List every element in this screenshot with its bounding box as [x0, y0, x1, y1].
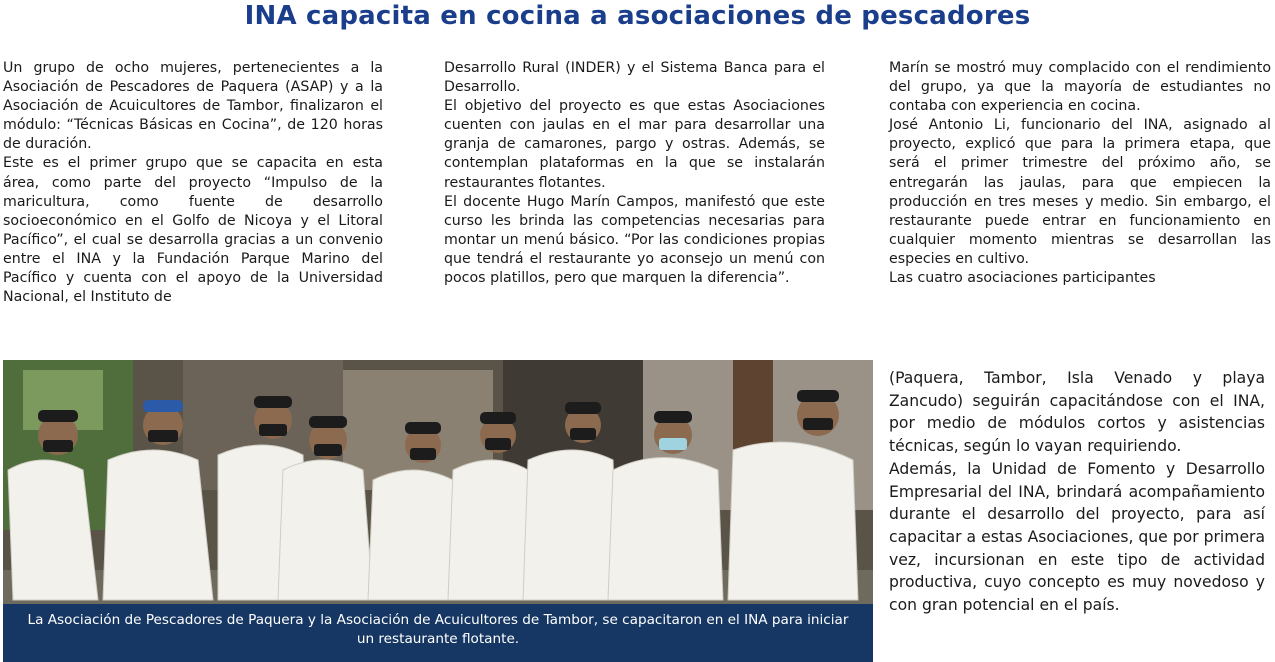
paragraph: Un grupo de ocho mujeres, pertenecientes a la Asociación de Pescadores de Paquera (ASAP) y a la Asociación de Acuicultores de Tambor, finalizaron el módulo: “Técnicas Básicas en Cocina”, de 120 horas de duración. [3, 60, 383, 153]
article-headline: INA capacita en cocina a asociaciones de pescadores [244, 1, 1031, 31]
paragraph: Este es el primer grupo que se capacita en esta área, como parte del proyecto “Impulso de la maricultura, como fuente de desarrollo socioeconómico en el Golfo de Nicoya y el Litoral Pacífico”, el cual se desarrolla gracias a un convenio entre el INA y la Fundación Parque Marino del Pacífico y cuenta con el apoyo de la Universidad Nacional, el Instituto de [3, 155, 383, 306]
article-column-3 [889, 59, 1271, 288]
paragraph: El objetivo del proyecto es que estas Asociaciones cuenten con jaulas en el mar para desarrollar una granja de camarones, pargo y ostras. Además, se contemplan plataformas en la que se instalarán restaurantes flotantes. [444, 98, 825, 191]
paragraph: Marín se mostró muy complacido con el rendimiento del grupo, ya que la mayoría de estudiantes no contaba con experiencia en cocina. [889, 60, 1271, 115]
paragraph: El docente Hugo Marín Campos, manifestó que este curso les brinda las competencias necesarias para montar un menú básico. “Por las condiciones propias que tendrá el restaurante yo aconsejo un menú con pocos platillos, pero que marquen la diferencia”. [444, 193, 825, 287]
paragraph: José Antonio Li, funcionario del INA, asignado al proyecto, explicó que para la primera etapa, que será el primer trimestre del próximo año, se entregarán las jaulas, para que empiecen la producción en tres meses y medio. Sin embargo, el restaurante puede entrar en funcionamiento en cualquier momento mientras se desarrollan las especies en cultivo. [889, 117, 1271, 267]
photo-caption: La Asociación de Pescadores de Paquera y la Asociación de Acuicultores de Tambor, se capacitaron en el INA para iniciar un restaurante flotante. [3, 604, 873, 662]
article-column-4 [889, 367, 1265, 617]
paragraph: (Paquera, Tambor, Isla Venado y playa Zancudo) seguirán capacitándose con el INA, por medio de módulos cortos y asistencias técnicas, según lo vayan requiriendo. [889, 369, 1265, 456]
paragraph: Desarrollo Rural (INDER) y el Sistema Banca para el Desarrollo. [444, 60, 825, 96]
paragraph: Además, la Unidad de Fomento y Desarrollo Empresarial del INA, brindará acompañamiento durante el desarrollo del proyecto, para así capacitar a estas Asociaciones, que por primera vez, incursionan en este tipo de actividad productiva, cuyo concepto es muy novedoso y con gran potencial en el país. [889, 459, 1265, 615]
article-column-1 [3, 59, 383, 307]
paragraph: Las cuatro asociaciones participantes [889, 270, 1156, 287]
article-column-2 [444, 59, 825, 288]
